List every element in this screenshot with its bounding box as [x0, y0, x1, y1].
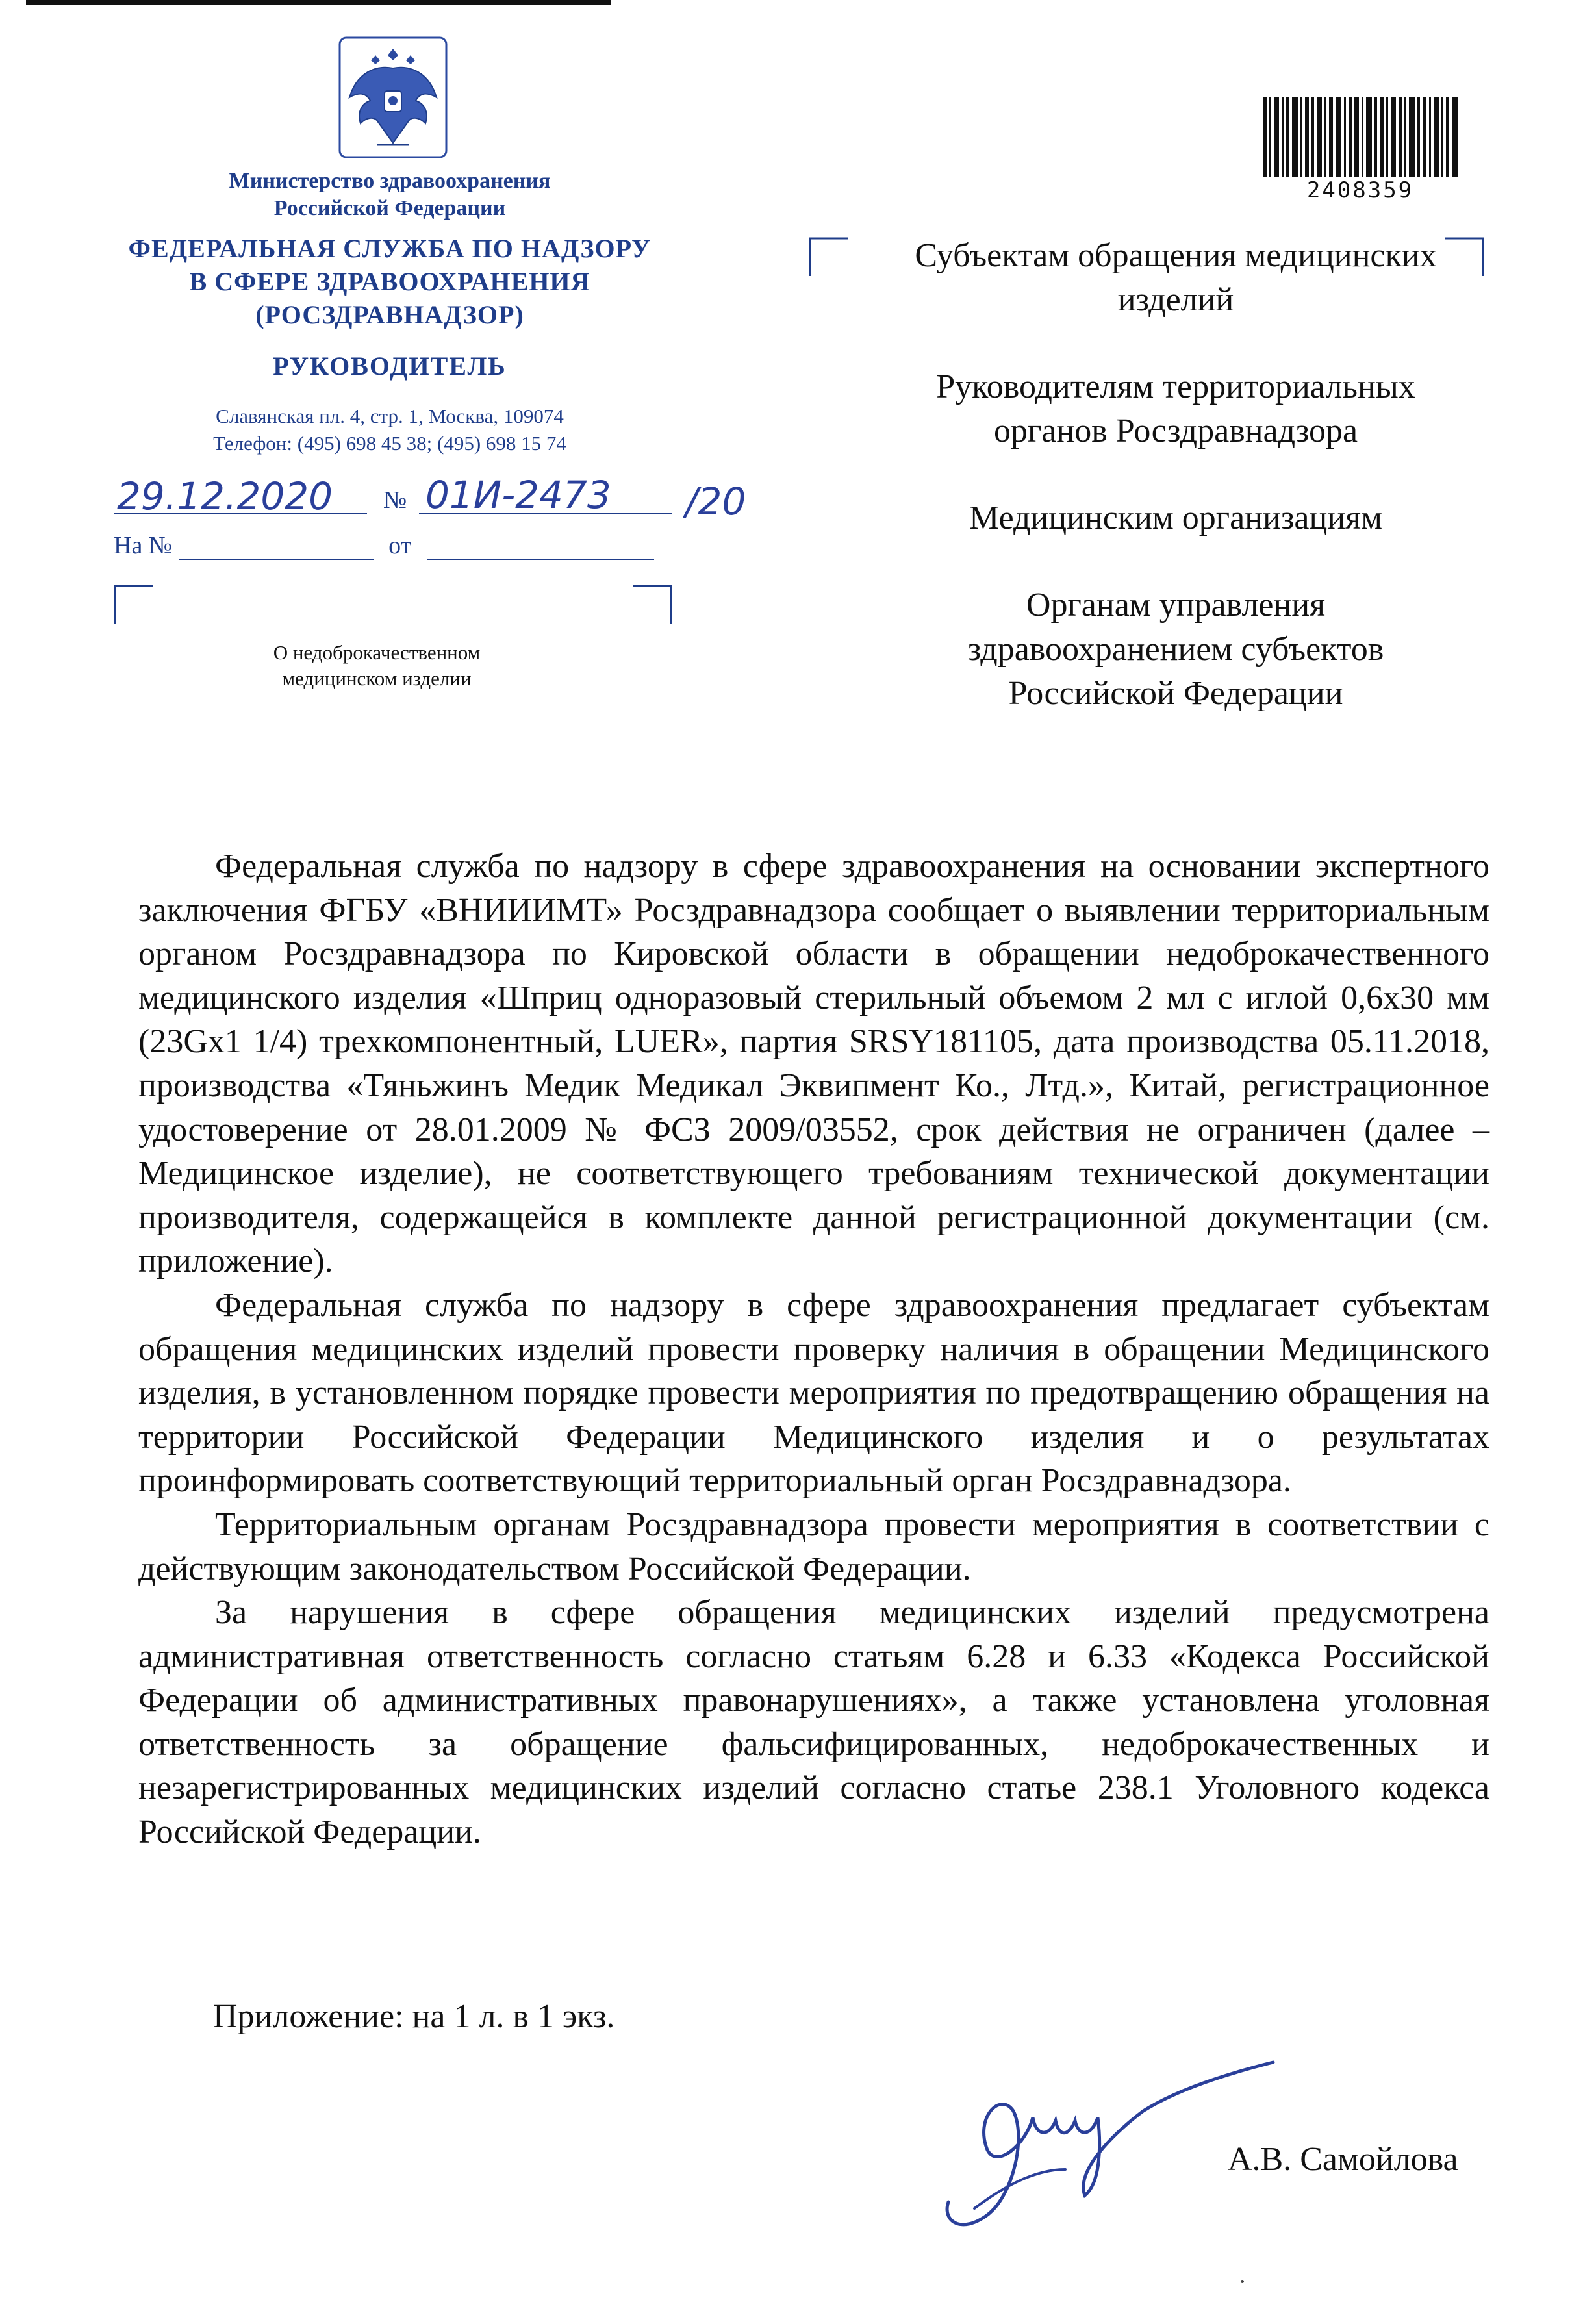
coat-of-arms-icon: [338, 36, 448, 159]
ref-number-blank: [179, 539, 374, 560]
service-name: [97, 232, 682, 331]
letter-body: [138, 844, 1489, 1854]
ref-prefix: На №: [114, 532, 173, 559]
body-paragraph: За нарушения в сфере обращения медицинских изделий предусмотрена административная ответственность согласно статьям 6.28 и 6.33 «Кодекса Российской Федерации об административных правонарушениях», а также установлена уголовная ответственность за обращение фальсифицированных, недоброкачественных и незарегистрированных медицинских изделий согласно статье 238.1 Уголовного кодекса Российской Федерации.: [138, 1594, 1489, 1851]
addressee-item: Медицинским организациям: [969, 499, 1382, 537]
office-address: [97, 403, 682, 457]
addressee-corner-left: [809, 237, 848, 276]
addressee-item: Субъектам обращения медицинских изделий: [915, 237, 1437, 318]
service-line: В СФЕРЕ ЗДРАВООХРАНЕНИЯ: [189, 267, 590, 296]
handwritten-date: 29.12.2020: [117, 474, 333, 518]
service-line: ФЕДЕРАЛЬНАЯ СЛУЖБА ПО НАДЗОРУ: [128, 234, 652, 263]
addressee-item: Руководителям территориальных органов Росздравнадзора: [936, 368, 1415, 449]
ref-from: от: [388, 532, 412, 559]
barcode-icon: [1263, 97, 1458, 177]
number-sign: №: [383, 487, 407, 514]
body-paragraph: Территориальным органам Росздравнадзора провести мероприятия в соответствии с действующим законодательством Российской Федерации.: [138, 1506, 1489, 1587]
ministry-line: Министерство здравоохранения: [229, 169, 551, 193]
subject-line: О недоброкачественном: [273, 641, 481, 664]
addressee-item: Органам управления здравоохранением субъектов Российской Федерации: [967, 587, 1384, 712]
address-line: Славянская пл. 4, стр. 1, Москва, 109074: [216, 405, 564, 427]
head-title: РУКОВОДИТЕЛЬ: [273, 351, 507, 381]
subject-line: медицинском изделии: [282, 667, 472, 690]
ministry-line: Российской Федерации: [273, 196, 506, 220]
barcode-number: 2408359: [1306, 177, 1414, 203]
phone-line: Телефон: (495) 698 45 38; (495) 698 15 74: [213, 432, 566, 455]
ref-date-blank: [427, 539, 654, 560]
signer-name: А.В. Самойлова: [1228, 2141, 1458, 2178]
body-paragraph: Федеральная служба по надзору в сфере здравоохранения предлагает субъектам обращения медицинских изделий провести проверку наличия в обращении Медицинского изделия, в установленном порядке провести мероприятия по предотвращению обращения на территории Российской Федерации Медицинского изделия и о результатах проинформировать соответствующий территориальный орган Росздравнадзора.: [138, 1286, 1489, 1500]
ministry-name: [97, 168, 682, 222]
letter-subject: [273, 640, 481, 692]
reference-line: [114, 531, 685, 560]
registration-line: [114, 473, 746, 524]
corner-mark-left: [114, 585, 153, 624]
corner-mark-right: [633, 585, 672, 624]
scan-speck: [1241, 2280, 1244, 2283]
service-line: (РОСЗДРАВНАДЗОР): [255, 300, 524, 329]
appendix-note: Приложение: на 1 л. в 1 экз.: [213, 1998, 615, 2035]
handwritten-suffix: /20: [685, 479, 746, 524]
top-edge-bar: [26, 0, 611, 5]
addressee-block: [896, 234, 1455, 759]
body-paragraph: Федеральная служба по надзору в сфере здравоохранения на основании экспертного заключения ФГБУ «ВНИИИМТ» Росздравнадзора сообщает о выявлении территориальным органом Росздравнадзора по Кировской области в обращении недоброкачественного медицинского изделия «Шприц одноразовый стерильный объемом 2 мл с иглой 0,6x30 мм (23Gx1 1/4) трехкомпонентный, LUER», партия SRSY181105, дата производства 05.11.2018, производства «Тяньжинъ Медик Медикал Эквипмент Ко., Лтд.», Китай, регистрационное удостоверение от 28.01.2009 № ФСЗ 2009/03552, срок действия не ограничен (далее – Медицинское изделие), не соответствующего требованиям технической документации производителя, содержащейся в комплекте данной регистрационной документации (см. приложение).: [138, 848, 1489, 1280]
handwritten-number: 01И-2473: [425, 473, 611, 517]
